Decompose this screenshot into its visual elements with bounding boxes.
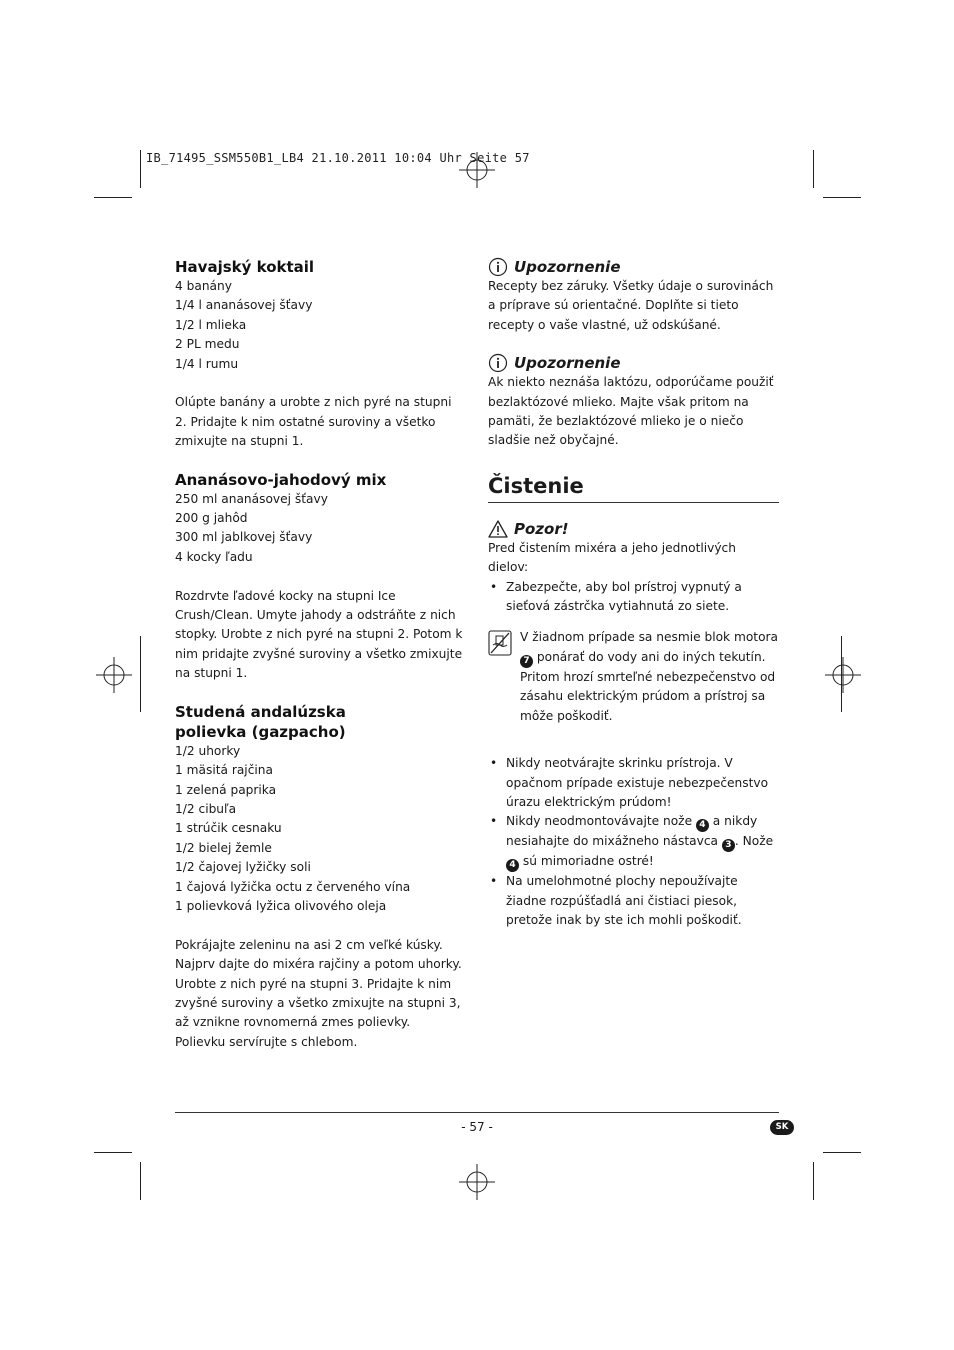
crop-mark bbox=[813, 1162, 814, 1200]
page-number: - 57 - bbox=[461, 1120, 493, 1134]
part-number-badge: 3 bbox=[722, 839, 735, 852]
crop-mark bbox=[140, 636, 141, 712]
crop-mark bbox=[94, 197, 132, 198]
crop-mark bbox=[823, 197, 861, 198]
note-title: Upozornenie bbox=[514, 258, 621, 276]
ingredient: 1 zelená paprika bbox=[175, 782, 277, 797]
recipe-instructions: Rozdrvte ľadové kocky na stupni Ice Crush/Clean. Umyte jahody a odstráňte z nich stopky. Urobte z nich pyré na stupni 2. Potom k nim pridajte zvyšné suroviny a všetko zmixujte na stupni 1. bbox=[175, 588, 463, 681]
note-text: Ak niekto neznáša laktózu, odporúčame použiť bezlaktózové mlieko. Majte však pritom na pamäti, že bezlaktózové mlieko je o niečo sladšie než obyčajné. bbox=[488, 375, 774, 448]
ingredient: 1 strúčik cesnaku bbox=[175, 821, 282, 836]
ingredient: 1/4 l rumu bbox=[175, 356, 239, 371]
ingredient: 1 čajová lyžička octu z červeného vína bbox=[175, 879, 411, 894]
crop-mark bbox=[140, 1162, 141, 1200]
cleaning-list bbox=[488, 754, 779, 930]
crop-mark bbox=[823, 1152, 861, 1153]
ingredient: 4 banány bbox=[175, 279, 232, 293]
recipe-instructions: Pokrájajte zeleninu na asi 2 cm veľké kúsky. Najprv dajte do mixéra rajčiny a potom uhorky. Urobte z nich pyré na stupni 3. Pridajte k nim zvyšné suroviny a všetko zmixujte na stupni 3, až vznikne rovnomerná zmes polievky. bbox=[175, 937, 462, 1030]
crop-mark bbox=[813, 150, 814, 188]
note-recipes bbox=[488, 257, 779, 335]
recipe-title: Ananásovo-jahodový mix bbox=[175, 470, 387, 489]
recipe-serving: Polievku servírujte s chlebom. bbox=[175, 1034, 358, 1049]
caution-title: Pozor! bbox=[514, 519, 569, 538]
recipe-instructions: Olúpte banány a urobte z nich pyré na stupni 2. Pridajte k nim ostatné suroviny a všetko zmixujte na stupni 1. bbox=[175, 395, 452, 449]
ingredient: 1/2 cibuľa bbox=[175, 801, 237, 816]
registration-mark-icon bbox=[96, 657, 132, 693]
cleaning-list bbox=[488, 578, 779, 617]
ingredient: 1/2 bielej žemle bbox=[175, 840, 272, 855]
ingredient: 4 kocky ľadu bbox=[175, 549, 253, 564]
ingredient: 1/2 čajovej lyžičky soli bbox=[175, 860, 311, 875]
recipe-title: Studená andalúzska polievka (gazpacho) bbox=[175, 702, 346, 741]
list-item: • Na umelohmotné plochy nepoužívajte žiadne rozpúšťadlá ani čistiaci piesok, pretože inak by ste ich mohli poškodiť. bbox=[488, 872, 779, 930]
part-number-badge: 4 bbox=[506, 859, 519, 872]
recipe-gazpacho bbox=[175, 702, 465, 1052]
registration-mark-icon bbox=[825, 657, 861, 693]
language-badge: SK bbox=[770, 1120, 794, 1135]
water-warning-text: V žiadnom prípade sa nesmie blok motora 7 ponárať do vody ani do iných tekutín. Pritom hrozí smrteľné nebezpečenstvo od zásahu elektrickým prúdom a prístroj sa môže poškodiť. bbox=[520, 630, 779, 723]
warning-triangle-icon bbox=[488, 520, 508, 538]
list-item: • Zabezpečte, aby bol prístroj vypnutý a sieťová zástrčka vytiahnutá zo siete. bbox=[488, 578, 779, 617]
note-text: Recepty bez záruky. Všetky údaje o surovinách a príprave sú orientačné. Doplňte si tieto recepty o vaše vlastné, už odskúšané. bbox=[488, 279, 774, 332]
crop-mark bbox=[94, 1152, 132, 1153]
left-column bbox=[175, 257, 465, 1052]
info-icon bbox=[488, 353, 508, 373]
no-water-immersion-icon bbox=[488, 630, 512, 656]
ingredient: 1 polievková lyžica olivového oleja bbox=[175, 898, 387, 913]
ingredient: 1/2 uhorky bbox=[175, 743, 241, 758]
ingredient: 200 g jahôd bbox=[175, 511, 248, 526]
recipe-title: Havajský koktail bbox=[175, 258, 315, 276]
registration-mark-icon bbox=[459, 152, 495, 188]
ingredient: 250 ml ananásovej šťavy bbox=[175, 491, 328, 506]
footer-rule bbox=[175, 1112, 779, 1113]
print-header: IB_71495_SSM550B1_LB4 21.10.2011 10:04 Uhr Seite 57 bbox=[146, 151, 530, 165]
right-column bbox=[488, 257, 779, 931]
recipe-hawaiian bbox=[175, 257, 465, 452]
water-warning bbox=[488, 628, 779, 726]
info-icon bbox=[488, 257, 508, 277]
crop-mark bbox=[140, 150, 141, 188]
recipe-pineapple-strawberry bbox=[175, 470, 465, 684]
ingredient: 1/2 l mlieka bbox=[175, 317, 247, 332]
part-number-badge: 7 bbox=[520, 655, 533, 668]
part-number-badge: 4 bbox=[696, 819, 709, 832]
ingredient: 2 PL medu bbox=[175, 337, 240, 352]
registration-mark-icon bbox=[459, 1164, 495, 1200]
section-title: Čistenie bbox=[488, 472, 779, 503]
note-title: Upozornenie bbox=[514, 354, 621, 373]
cleaning-intro: Pred čistením mixéra a jeho jednotlivých dielov: bbox=[488, 540, 736, 575]
ingredient: 1/4 l ananásovej šťavy bbox=[175, 298, 313, 313]
list-item: • Nikdy neodmontovávajte nože 4 a nikdy nesiahajte do mixážneho nástavca 3 . Nože 4 sú mimoriadne ostré! bbox=[488, 812, 779, 872]
list-item: • Nikdy neotvárajte skrinku prístroja. V opačnom prípade existuje nebezpečenstvo úrazu elektrickým prúdom! bbox=[488, 754, 779, 812]
caution-heading bbox=[488, 519, 779, 539]
note-lactose bbox=[488, 353, 779, 451]
ingredient: 300 ml jablkovej šťavy bbox=[175, 530, 313, 545]
ingredient: 1 mäsitá rajčina bbox=[175, 763, 273, 778]
